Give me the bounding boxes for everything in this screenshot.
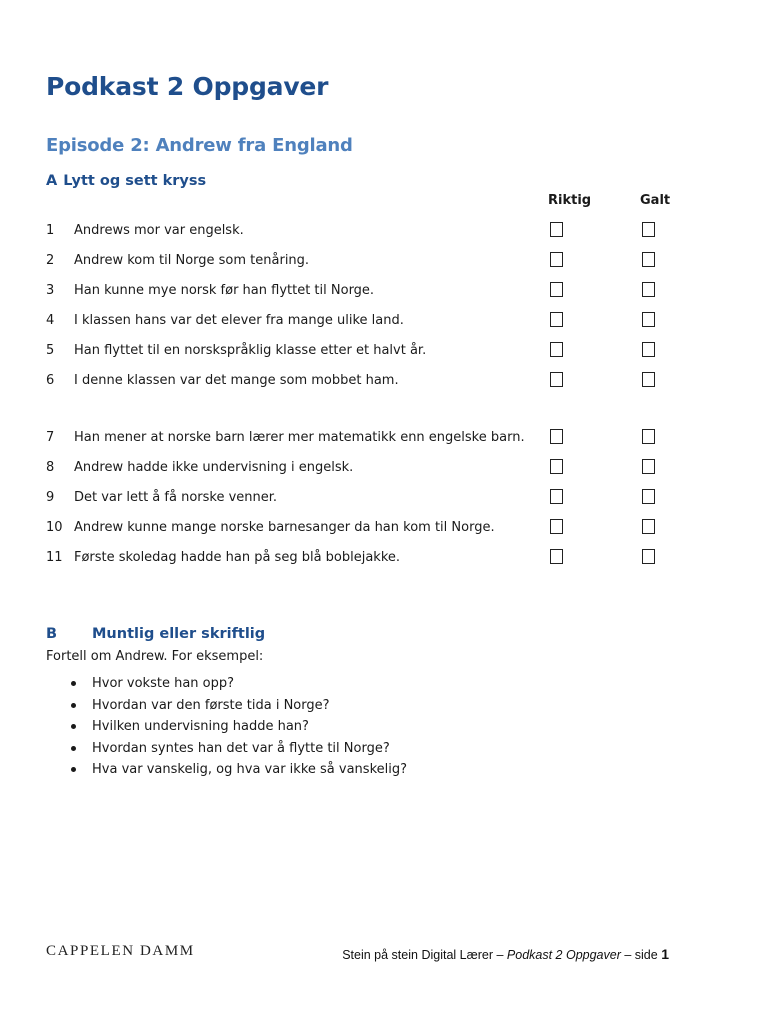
riktig-checkbox[interactable]	[550, 222, 563, 237]
statement-row	[46, 252, 686, 272]
statement-row	[46, 312, 686, 332]
statement-row	[46, 429, 686, 449]
column-header-galt: Galt	[640, 193, 671, 208]
list-item	[46, 762, 407, 784]
section-a-letter: A	[46, 173, 58, 189]
list-item	[46, 741, 407, 763]
galt-checkbox[interactable]	[642, 222, 655, 237]
riktig-checkbox[interactable]	[550, 252, 563, 267]
footer-side-label: – side	[624, 948, 658, 962]
riktig-checkbox[interactable]	[550, 372, 563, 387]
question-list	[46, 676, 407, 784]
statement-text: Andrew hadde ikke undervisning i engelsk.	[74, 460, 354, 475]
statement-text: Det var lett å få norske venner.	[74, 490, 278, 505]
statement-row	[46, 222, 686, 242]
statement-text: I denne klassen var det mange som mobbet ham.	[74, 373, 399, 388]
statement-number: 9	[46, 490, 55, 505]
statement-number: 1	[46, 223, 55, 238]
publisher-logo: CAPPELEN DAMM	[46, 943, 195, 959]
galt-checkbox[interactable]	[642, 519, 655, 534]
statement-row	[46, 372, 686, 392]
list-item	[46, 719, 407, 741]
section-a-title: Lytt og sett kryss	[63, 173, 207, 189]
episode-subtitle: Episode 2: Andrew fra England	[46, 135, 353, 156]
riktig-checkbox[interactable]	[550, 489, 563, 504]
statement-row	[46, 489, 686, 509]
riktig-checkbox[interactable]	[550, 342, 563, 357]
galt-checkbox[interactable]	[642, 312, 655, 327]
riktig-checkbox[interactable]	[550, 429, 563, 444]
column-header-riktig: Riktig	[548, 193, 592, 208]
statement-row	[46, 549, 686, 569]
galt-checkbox[interactable]	[642, 282, 655, 297]
statement-number: 4	[46, 313, 55, 328]
question-text: Hva var vanskelig, og hva var ikke så vanskelig?	[92, 762, 408, 777]
statement-row	[46, 519, 686, 539]
statement-row	[46, 282, 686, 302]
galt-checkbox[interactable]	[642, 342, 655, 357]
galt-checkbox[interactable]	[642, 549, 655, 564]
riktig-checkbox[interactable]	[550, 312, 563, 327]
statement-text: Andrew kom til Norge som tenåring.	[74, 253, 310, 268]
page-title: Podkast 2 Oppgaver	[46, 72, 329, 101]
bullet-icon	[71, 724, 76, 729]
statement-text: Han flyttet til en norskspråklig klasse etter et halvt år.	[74, 343, 427, 358]
section-a-heading	[46, 173, 206, 189]
bullet-icon	[71, 767, 76, 772]
statement-text: Han mener at norske barn lærer mer matematikk enn engelske barn.	[74, 430, 525, 445]
statement-row	[46, 342, 686, 362]
riktig-checkbox[interactable]	[550, 519, 563, 534]
bullet-icon	[71, 681, 76, 686]
riktig-checkbox[interactable]	[550, 282, 563, 297]
footer-series: Stein på stein	[342, 948, 418, 962]
galt-checkbox[interactable]	[642, 372, 655, 387]
section-b-title: Muntlig eller skriftlig	[92, 626, 266, 642]
statement-number: 2	[46, 253, 55, 268]
list-item	[46, 676, 407, 698]
statement-number: 7	[46, 430, 55, 445]
bullet-icon	[71, 746, 76, 751]
section-b-intro: Fortell om Andrew. For eksempel:	[46, 649, 264, 664]
list-item	[46, 698, 407, 720]
galt-checkbox[interactable]	[642, 252, 655, 267]
statement-text: I klassen hans var det elever fra mange ulike land.	[74, 313, 404, 328]
statement-number: 8	[46, 460, 55, 475]
statement-number: 11	[46, 550, 63, 565]
section-b-letter: B	[46, 626, 58, 642]
galt-checkbox[interactable]	[642, 489, 655, 504]
page-footer	[342, 946, 669, 962]
riktig-checkbox[interactable]	[550, 549, 563, 564]
section-b-heading	[46, 626, 265, 642]
statement-text: Andrews mor var engelsk.	[74, 223, 244, 238]
page-number: 1	[661, 946, 669, 962]
statement-number: 3	[46, 283, 55, 298]
statement-number: 6	[46, 373, 55, 388]
statement-row	[46, 459, 686, 479]
statement-text: Han kunne mye norsk før han flyttet til Norge.	[74, 283, 375, 298]
question-text: Hvordan var den første tida i Norge?	[92, 697, 330, 713]
statement-number: 10	[46, 520, 63, 535]
statement-text: Andrew kunne mange norske barnesanger da han kom til Norge.	[74, 520, 495, 535]
galt-checkbox[interactable]	[642, 459, 655, 474]
statement-text: Første skoledag hadde han på seg blå boblejakke.	[74, 550, 401, 565]
riktig-checkbox[interactable]	[550, 459, 563, 474]
footer-doc-title: Podkast 2 Oppgaver	[506, 948, 621, 962]
bullet-icon	[71, 703, 76, 708]
statement-number: 5	[46, 343, 55, 358]
question-text: Hvilken undervisning hadde han?	[92, 719, 309, 734]
footer-product: Digital Lærer –	[421, 948, 504, 962]
galt-checkbox[interactable]	[642, 429, 655, 444]
question-text: Hvor vokste han opp?	[92, 676, 235, 691]
question-text: Hvordan syntes han det var å flytte til Norge?	[92, 740, 390, 756]
